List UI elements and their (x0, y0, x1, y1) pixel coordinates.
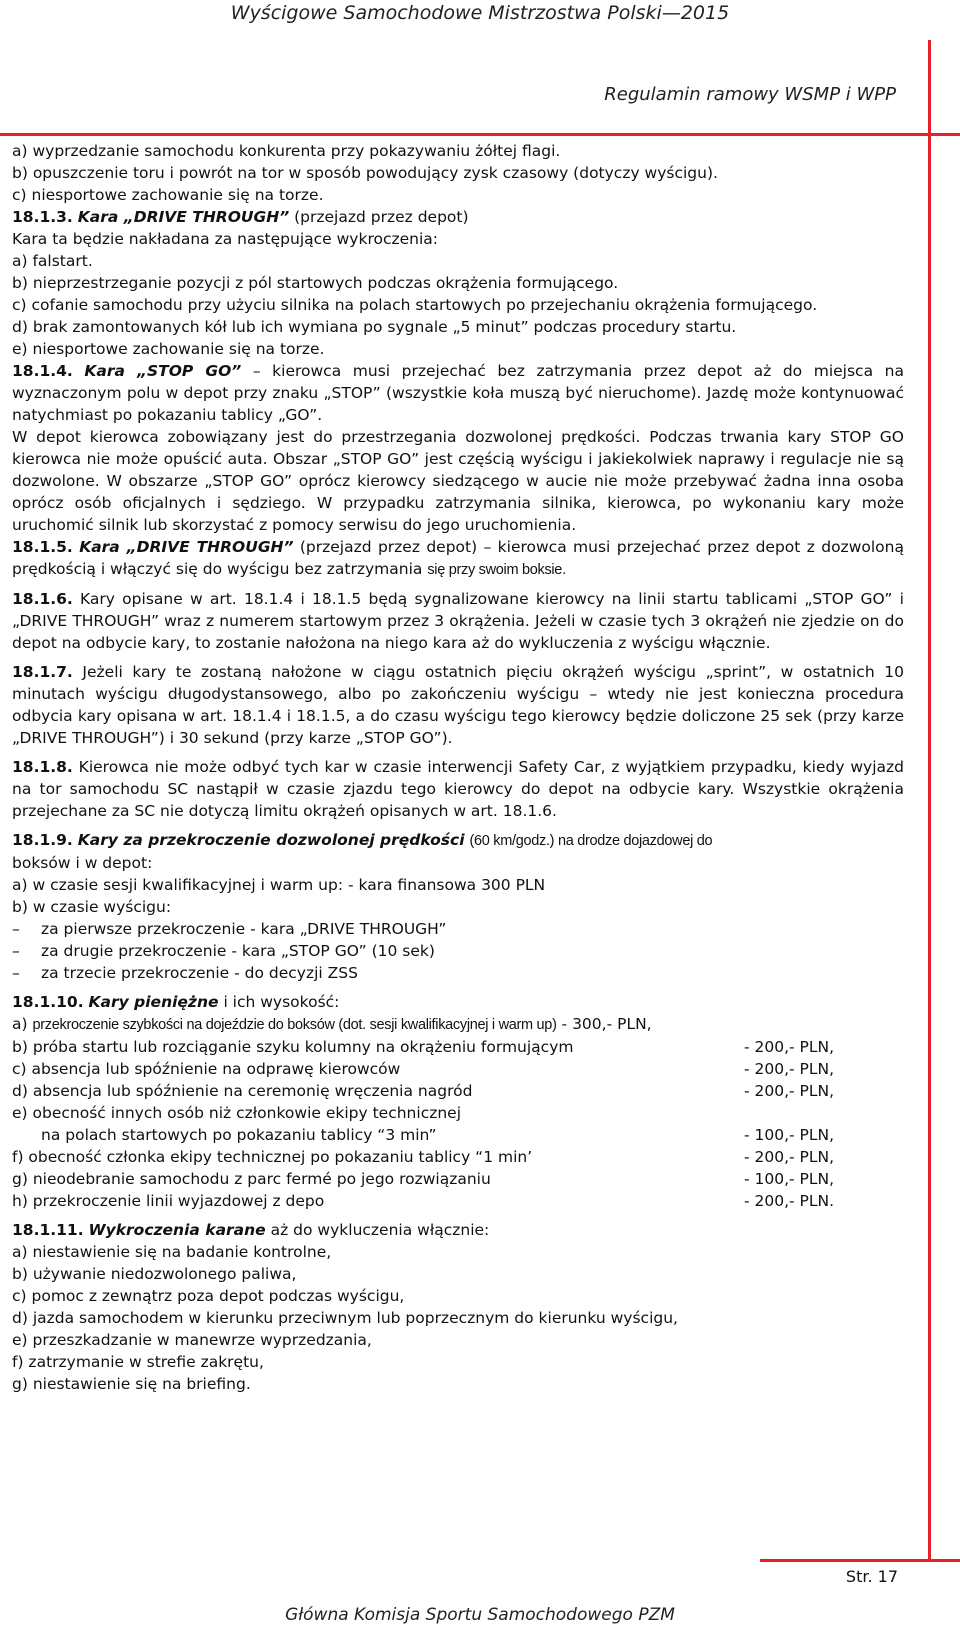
section-heading (12, 206, 904, 228)
margin-red-rule (928, 40, 931, 1560)
list-item: b) opuszczenie toru i powrót na tor w sposób powodujący zysk czasowy (dotyczy wyścigu). (12, 164, 718, 182)
section-number: 18.1.4. (12, 362, 73, 380)
section-paragraph (12, 756, 904, 822)
section-paragraph (12, 536, 904, 581)
section-number: 18.1.6. (12, 590, 73, 608)
section-number: 18.1.3. (12, 208, 73, 226)
fine-amount: - 200,- PLN. (744, 1192, 835, 1210)
footer-red-rule (760, 1559, 960, 1562)
header-red-rule (0, 133, 960, 136)
section-text: się przy swoim boksie. (427, 562, 566, 578)
list-item: c) cofanie samochodu przy użyciu silnika na polach startowych po przejechaniu okrążenia formującego. (12, 296, 818, 314)
section-text: Kary opisane w art. 18.1.4 i 18.1.5 będą sygnalizowane kierowcy na linii startu tablicami „STOP GO” i „DRIVE THROUGH” wraz z numerem startowym przez 3 okrążenia. Jeżeli w czasie tych 3 okrążeń nie zjedzie on do depot na odbycie kary, to zostanie nałożona na niego kara aż do wykluczenia z wyścigu włącznie. (12, 590, 904, 652)
section-text: – kierowca musi przejechać bez zatrzymania przez depot aż do miejsca na wyznaczonym polu w depot przy znaku „STOP” (wszystkie koła muszą być nieruchome). Jazdę może kontynuować natychmiast po pokazaniu tablicy „GO”. (12, 362, 904, 424)
list-marker: a) (12, 1015, 28, 1033)
fine-amount: - 200,- PLN, (744, 1148, 835, 1166)
fine-amount: - 200,- PLN, (744, 1060, 835, 1078)
list-item: b) używanie niedozwolonego paliwa, (12, 1265, 297, 1283)
section-title: Kary pieniężne (88, 993, 219, 1011)
section-title: Kara „STOP GO” (84, 362, 242, 380)
section-heading (12, 829, 904, 852)
list-item: a) falstart. (12, 252, 93, 270)
section-paragraph (12, 588, 904, 654)
fine-row (12, 1124, 904, 1146)
paragraph: Kara ta będzie nakładana za następujące wykroczenia: (12, 230, 439, 248)
fine-description: b) próba startu lub rozciąganie szyku kolumny na okrążeniu formującym (12, 1038, 574, 1056)
list-item: a) niestawienie się na badanie kontrolne, (12, 1243, 332, 1261)
fine-description: f) obecność członka ekipy technicznej po pokazaniu tablicy “1 min’ (12, 1148, 533, 1166)
list-item (12, 962, 904, 984)
list-item-text: za pierwsze przekroczenie - kara „DRIVE THROUGH” (41, 920, 447, 938)
paragraph: boksów i w depot: (12, 854, 153, 872)
list-item: d) brak zamontowanych kół lub ich wymiana po sygnale „5 minut” podczas procedury startu. (12, 318, 737, 336)
fine-row: e) obecność innych osób niż członkowie ekipy technicznej (12, 1104, 462, 1122)
page-footer: Główna Komisja Sportu Samochodowego PZM (285, 1605, 675, 1625)
list-item: b) w czasie wyścigu: (12, 898, 172, 916)
list-item: c) pomoc z zewnątrz poza depot podczas wyścigu, (12, 1287, 405, 1305)
section-number: 18.1.8. (12, 758, 73, 776)
fine-description: c) absencja lub spóźnienie na odprawę kierowców (12, 1060, 401, 1078)
page-number: Str. 17 (845, 1567, 898, 1586)
list-item (12, 918, 904, 940)
dash-bullet: – (12, 920, 20, 938)
fine-row (12, 1036, 904, 1058)
fine-amount: - 300,- PLN, (561, 1015, 652, 1033)
section-title: Kara „DRIVE THROUGH” (77, 208, 290, 226)
fine-row (12, 1168, 904, 1190)
list-item: g) niestawienie się na briefing. (12, 1375, 251, 1393)
fine-row (12, 1080, 904, 1102)
section-title: Kara „DRIVE THROUGH” (79, 538, 294, 556)
section-title: Wykroczenia karane (88, 1221, 266, 1239)
fine-amount: - 100,- PLN, (744, 1126, 835, 1144)
paragraph: W depot kierowca zobowiązany jest do przestrzegania dozwolonej prędkości. Podczas trwania kary STOP GO kierowca nie może opuścić auta. Obszar „STOP GO” jest częścią wyścigu i jakiekolwiek naprawy i regulacje nie są dozwolone. W obszarze „STOP GO” oprócz kierowcy siedzącego w aucie nie może przebywać żadna inna osoba oprócz osób oficjalnych i sędziego. W przypadku zatrzymania silnika, kierowca, po wykonaniu kary może uruchomić silnik lub skorzystać z pomocy serwisu do jego uruchomienia. (12, 428, 904, 534)
section-title-rest: i ich wysokość: (223, 993, 340, 1011)
dash-bullet: – (12, 942, 20, 960)
section-number: 18.1.9. (12, 831, 73, 849)
section-title-rest: (przejazd przez depot) (294, 208, 469, 226)
fine-amount: - 200,- PLN, (744, 1082, 835, 1100)
fine-row (12, 1013, 904, 1036)
list-item: a) wyprzedzanie samochodu konkurenta przy pokazywaniu żółtej flagi. (12, 142, 561, 160)
section-text: (przejazd przez depot) – kierowca musi przejechać przez depot z dozwoloną prędkością i włączyć się do wyścigu bez zatrzymania (12, 538, 904, 578)
section-heading (12, 1219, 904, 1241)
fine-row (12, 1146, 904, 1168)
list-item-text: za trzecie przekroczenie - do decyzji ZSS (41, 964, 358, 982)
fine-description: przekroczenie szybkości na dojeździe do boksów (dot. sesji kwalifikacyjnej i warm up) (32, 1017, 557, 1033)
section-text: Jeżeli kary te zostaną nałożone w ciągu ostatnich pięciu okrążeń wyścigu „sprint”, w ostatnich 10 minutach wyścigu długodystansowego, albo po zakończeniu wyścigu – wtedy nie jest konieczna procedura odbycia kary opisana w art. 18.1.4 i 18.1.5, a do czasu wyścigu tego kierowcy będzie doliczone 25 sek (przy karze „DRIVE THROUGH”) i 30 sekund (przy karze „STOP GO”). (12, 663, 904, 747)
fine-description: na polach startowych po pokazaniu tablicy “3 min” (41, 1126, 437, 1144)
section-text: Kierowca nie może odbyć tych kar w czasie interwencji Safety Car, z wyjątkiem przypadku, kiedy wyjazd na tor samochodu SC nastąpił w czasie zjazdu tego kierowcy do depot na odbycie kary. Wszystkie okrążenia przejechane za SC nie dotyczą limitu okrążeń opisanych w art. 18.1.6. (12, 758, 904, 820)
list-item (12, 940, 904, 962)
page-header-title: Wyścigowe Samochodowe Mistrzostwa Polski—2015 (230, 2, 730, 24)
fine-description: g) nieodebranie samochodu z parc fermé po jego rozwiązaniu (12, 1170, 491, 1188)
section-title-rest: (60 km/godz.) na drodze dojazdowej do (469, 833, 713, 849)
list-item-text: za drugie przekroczenie - kara „STOP GO” (10 sek) (41, 942, 435, 960)
section-number: 18.1.7. (12, 663, 73, 681)
section-number: 18.1.5. (12, 538, 73, 556)
fine-amount: - 200,- PLN, (744, 1038, 835, 1056)
section-number: 18.1.10. (12, 993, 84, 1011)
list-item: b) nieprzestrzeganie pozycji z pól startowych podczas okrążenia formującego. (12, 274, 619, 292)
list-item: e) przeszkadzanie w manewrze wyprzedzania, (12, 1331, 372, 1349)
section-heading (12, 991, 904, 1013)
fine-description: h) przekroczenie linii wyjazdowej z depo (12, 1192, 325, 1210)
section-paragraph (12, 360, 904, 426)
fine-row (12, 1190, 904, 1212)
fine-amount: - 100,- PLN, (744, 1170, 835, 1188)
section-paragraph (12, 661, 904, 749)
list-item: e) niesportowe zachowanie się na torze. (12, 340, 325, 358)
list-item: a) w czasie sesji kwalifikacyjnej i warm up: - kara finansowa 300 PLN (12, 876, 546, 894)
section-title: Kary za przekroczenie dozwolonej prędkości (77, 831, 465, 849)
list-item: c) niesportowe zachowanie się na torze. (12, 186, 324, 204)
fine-description: d) absencja lub spóźnienie na ceremonię wręczenia nagród (12, 1082, 473, 1100)
list-item: f) zatrzymanie w strefie zakrętu, (12, 1353, 264, 1371)
document-body (12, 140, 904, 1395)
list-item: d) jazda samochodem w kierunku przeciwnym lub poprzecznym do kierunku wyścigu, (12, 1309, 678, 1327)
section-number: 18.1.11. (12, 1221, 84, 1239)
dash-bullet: – (12, 964, 20, 982)
section-title-rest: aż do wykluczenia włącznie: (270, 1221, 490, 1239)
page-header-subtitle: Regulamin ramowy WSMP i WPP (604, 84, 896, 105)
fine-row (12, 1058, 904, 1080)
